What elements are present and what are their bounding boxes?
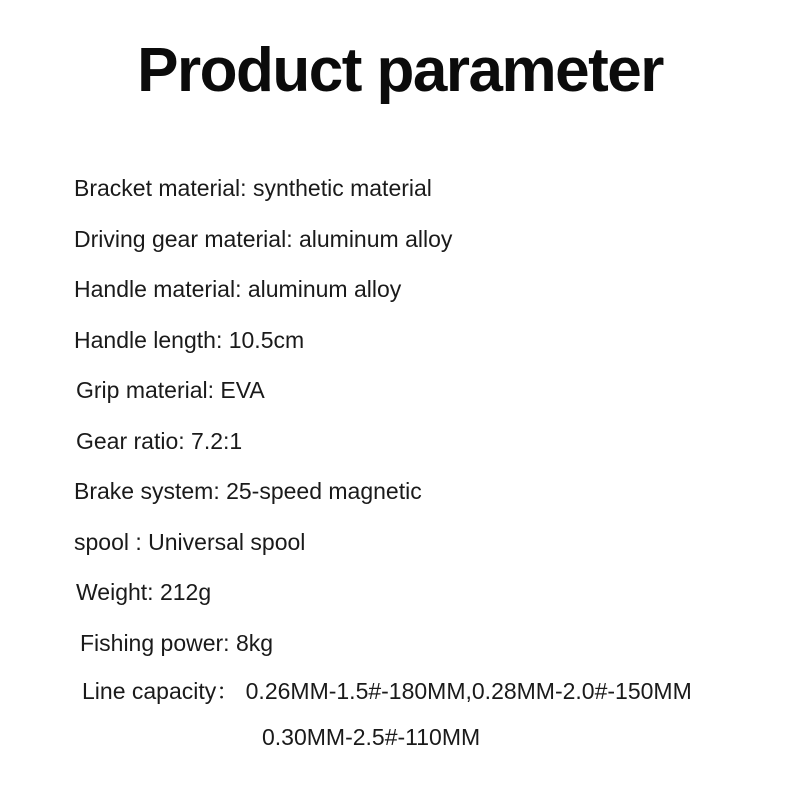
spec-row: Handle length: 10.5cm bbox=[74, 326, 305, 353]
page-title: Product parameter bbox=[137, 36, 663, 105]
spec-row: Gear ratio: 7.2:1 bbox=[76, 427, 243, 454]
spec-row: Line capacity： 0.26MM-1.5#-180MM,0.28MM-2.0#-150MM bbox=[82, 678, 692, 704]
specification-list bbox=[74, 163, 774, 760]
spec-row: spool : Universal spool bbox=[74, 528, 306, 555]
spec-row: Brake system: 25-speed magnetic bbox=[74, 478, 422, 504]
spec-row: Weight: 212g bbox=[76, 579, 212, 605]
spec-row: Handle material: aluminum alloy bbox=[74, 276, 402, 302]
spec-row-continuation: 0.30MM-2.5#-110MM bbox=[262, 724, 481, 750]
spec-row: Bracket material: synthetic material bbox=[74, 175, 432, 201]
spec-row: Grip material: EVA bbox=[76, 377, 265, 403]
spec-row: Driving gear material: aluminum alloy bbox=[74, 225, 453, 252]
spec-row: Fishing power: 8kg bbox=[80, 629, 274, 656]
